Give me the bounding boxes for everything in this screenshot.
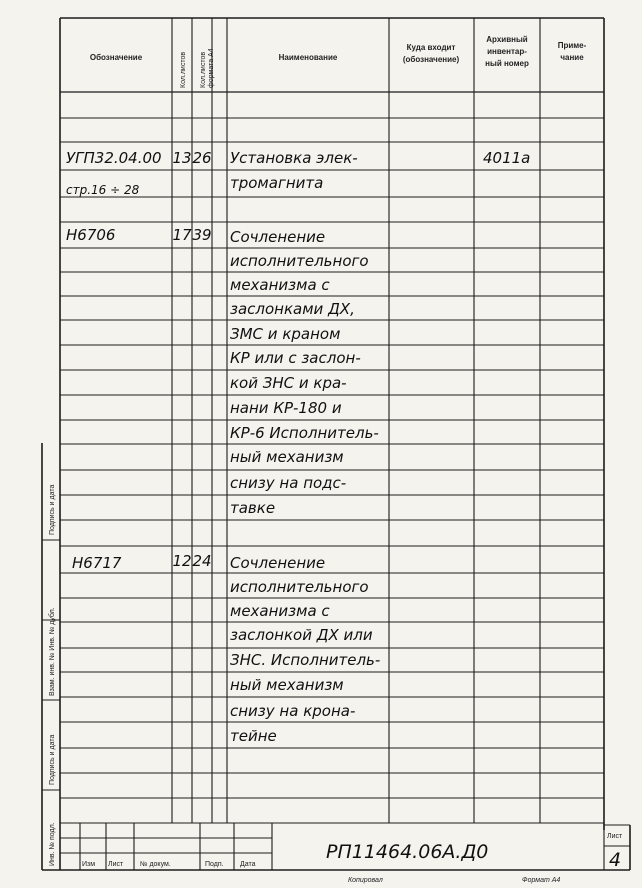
footer-format: Формат А4 [522, 877, 561, 884]
entry-2-name-4: заслонками ДХ, [230, 300, 355, 318]
entry-3-name-4: заслонкой ДХ или [230, 626, 373, 644]
entry-2-designation: Н6706 [66, 226, 116, 244]
sheet-label: Лист [607, 833, 623, 840]
entry-2-name-11: снизу на подс- [230, 474, 347, 492]
title-col-change: Изм [82, 861, 96, 868]
side-label-orig-inv: Инв. № подл. [49, 822, 56, 866]
header-archive-3: ный номер [485, 59, 529, 68]
entry-3-name-2: исполнительного [230, 578, 369, 596]
entry-1-designation-sub: стр.16 ÷ 28 [66, 183, 140, 197]
header-a4-count-2: формата А4 [208, 48, 215, 88]
entry-2-name-10: ный механизм [230, 448, 344, 466]
entry-2-name-1: Сочленение [230, 228, 326, 246]
header-archive-1: Архивный [486, 35, 528, 44]
entry-1-name-1: Установка элек- [230, 149, 358, 167]
side-label-replaced-inv: Взам. инв. № Инв. № дубл. [49, 607, 56, 696]
entry-2-a4: 39 [192, 226, 212, 244]
entry-3-a4: 24 [192, 552, 212, 570]
header-notes-1: Приме- [557, 41, 587, 50]
entry-3-name-1: Сочленение [230, 554, 326, 572]
entry-3-name-5: ЗНС. Исполнитель- [230, 651, 381, 669]
header-sheet-count: Кол.листов [180, 51, 187, 88]
entry-3-name-8: тейне [230, 727, 277, 745]
entry-2-name-12: тавке [230, 499, 276, 517]
entry-3-name-3: механизма с [230, 602, 330, 620]
header-name: Наименование [278, 53, 338, 62]
entry-1-designation: УГП32.04.00 [66, 149, 162, 167]
header-a4-count-1: Кол.листов [200, 51, 207, 88]
entry-1-a4: 26 [192, 149, 212, 167]
entry-2-name-6: КР или с заслон- [230, 349, 361, 367]
sheet-number: 4 [609, 849, 622, 871]
title-col-sign: Подп. [205, 861, 224, 868]
title-col-docno: № докум. [140, 861, 171, 868]
entry-2-name-2: исполнительного [230, 252, 369, 270]
entry-3-sheets: 12 [172, 552, 192, 570]
entry-2-name-8: нани КР-180 и [230, 399, 342, 417]
title-col-sheet: Лист [108, 861, 124, 868]
header-where-used-1: Куда входит [406, 43, 456, 52]
title-col-date: Дата [240, 861, 256, 868]
header-where-used-2: (обозначение) [402, 55, 460, 64]
entry-2-name-3: механизма с [230, 276, 330, 294]
header-designation: Обозначение [89, 53, 143, 62]
header-archive-2: инвентар- [487, 47, 527, 56]
header-notes-2: чание [560, 53, 584, 62]
entry-3-designation: Н6717 [72, 554, 122, 572]
entry-3-name-7: снизу на крона- [230, 702, 356, 720]
entry-2-name-5: ЗМС и краном [230, 325, 341, 343]
footer-copied: Копировал [348, 877, 383, 884]
doc-number: РП11464.06А.Д0 [326, 841, 489, 863]
entry-2-name-9: КР-6 Исполнитель- [230, 424, 379, 442]
entry-1-archive: 4011а [483, 149, 531, 167]
entry-3-name-6: ный механизм [230, 676, 344, 694]
entry-1-sheets: 13 [172, 149, 192, 167]
side-label-sign-date-2: Подпись и дата [49, 734, 56, 785]
entry-2-sheets: 17 [172, 226, 192, 244]
entry-1-name-2: тромагнита [230, 174, 324, 192]
entry-2-name-7: кой ЗНС и кра- [230, 374, 347, 392]
side-label-sign-date-1: Подпись и дата [49, 484, 56, 535]
